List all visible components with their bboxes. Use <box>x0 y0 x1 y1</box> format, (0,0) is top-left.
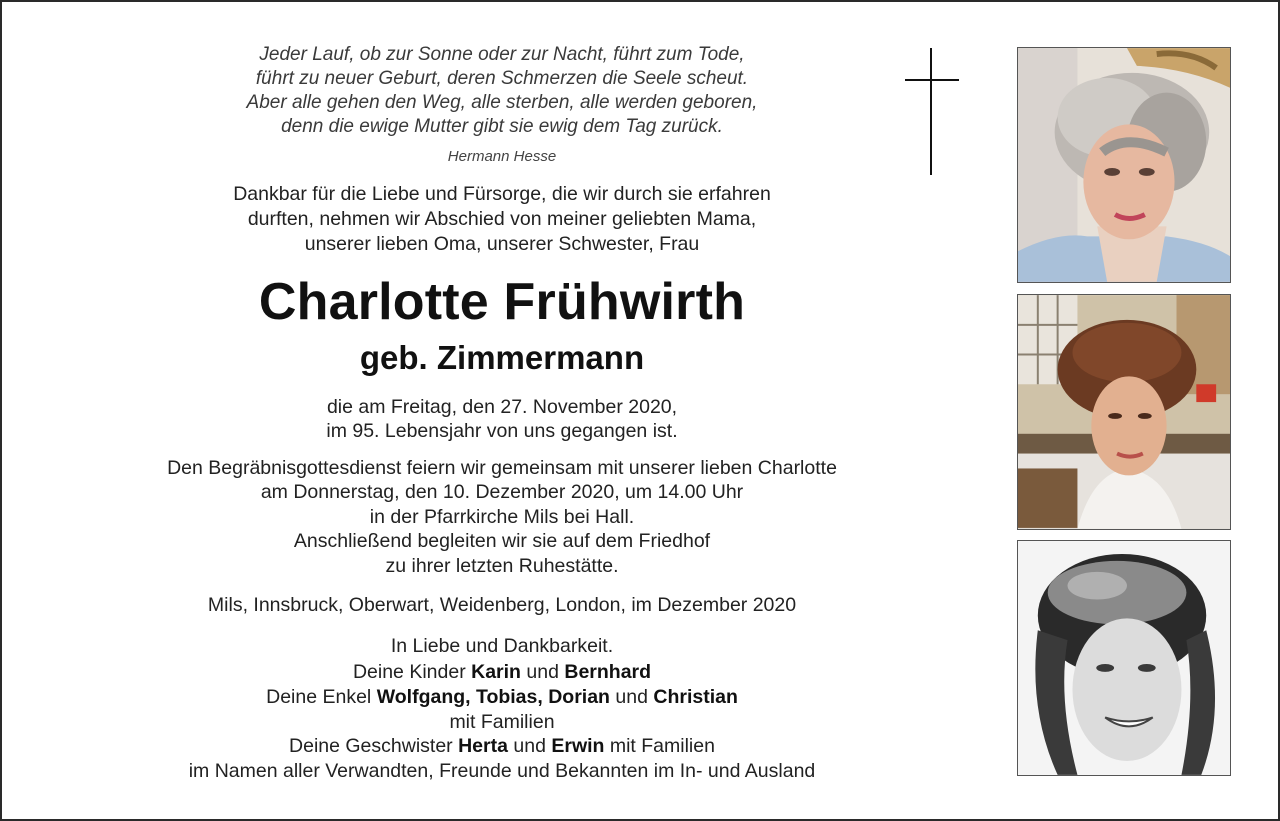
children-line <box>102 661 902 684</box>
portrait-elderly-image <box>1018 48 1230 282</box>
on-behalf-line: im Namen aller Verwandten, Freunde und Bekannten im In- und Ausland <box>188 760 816 782</box>
grandchild-name: Christian <box>653 686 738 708</box>
siblings-suffix: mit Familien <box>609 735 715 757</box>
conjunction: und <box>615 686 648 708</box>
photo-portrait-elderly <box>1017 47 1231 283</box>
sibling-name: Herta <box>458 735 508 757</box>
intro-line: durften, nehmen wir Abschied von meiner geliebten Mama, <box>247 208 757 230</box>
maiden-name: geb. Zimmermann <box>359 339 645 376</box>
cross-horizontal <box>905 79 959 81</box>
poem-line: denn die ewige Mutter gibt sie ewig dem Tag zurück. <box>281 116 723 137</box>
child-name: Bernhard <box>564 661 652 683</box>
sibling-name: Erwin <box>551 735 605 757</box>
funeral-line: in der Pfarrkirche Mils bei Hall. <box>369 506 635 528</box>
grandchildren-names: Wolfgang, Tobias, Dorian <box>376 686 610 708</box>
portrait-middle-age-image <box>1018 295 1230 529</box>
siblings-line <box>102 735 902 758</box>
intro-line: Dankbar für die Liebe und Fürsorge, die wir durch sie erfahren <box>233 183 771 205</box>
cross-vertical <box>930 48 932 175</box>
children-prefix: Deine Kinder <box>352 661 466 683</box>
place-date: Mils, Innsbruck, Oberwart, Weidenberg, London, im Dezember 2020 <box>207 594 797 616</box>
poem-author: Hermann Hesse <box>447 148 557 165</box>
death-line: die am Freitag, den 27. November 2020, <box>326 396 678 418</box>
child-name: Karin <box>471 661 521 683</box>
funeral-line: am Donnerstag, den 10. Dezember 2020, um 14.00 Uhr <box>260 481 744 503</box>
deceased-name: Charlotte Frühwirth <box>258 273 746 331</box>
photo-portrait-middle-age <box>1017 294 1231 530</box>
portrait-young-image <box>1018 541 1230 775</box>
conjunction: und <box>513 735 546 757</box>
grandchildren-line <box>102 686 902 709</box>
poem-line: führt zu neuer Geburt, deren Schmerzen die Seele scheut. <box>255 68 749 89</box>
funeral-line: zu ihrer letzten Ruhestätte. <box>385 555 619 577</box>
funeral-line: Den Begräbnisgottesdienst feiern wir gemeinsam mit unserer lieben Charlotte <box>167 457 837 479</box>
conjunction: und <box>526 661 559 683</box>
grandchildren-prefix: Deine Enkel <box>266 686 372 708</box>
with-families: mit Familien <box>449 711 555 733</box>
death-line: im 95. Lebensjahr von uns gegangen ist. <box>326 420 678 442</box>
closing: In Liebe und Dankbarkeit. <box>390 635 614 657</box>
poem-line: Jeder Lauf, ob zur Sonne oder zur Nacht, führt zum Tode, <box>259 44 745 65</box>
funeral-line: Anschließend begleiten wir sie auf dem Friedhof <box>293 530 711 552</box>
intro-line: unserer lieben Oma, unserer Schwester, Frau <box>304 233 700 255</box>
photo-portrait-young <box>1017 540 1231 776</box>
siblings-prefix: Deine Geschwister <box>289 735 453 757</box>
poem-line: Aber alle gehen den Weg, alle sterben, alle werden geboren, <box>246 92 758 113</box>
